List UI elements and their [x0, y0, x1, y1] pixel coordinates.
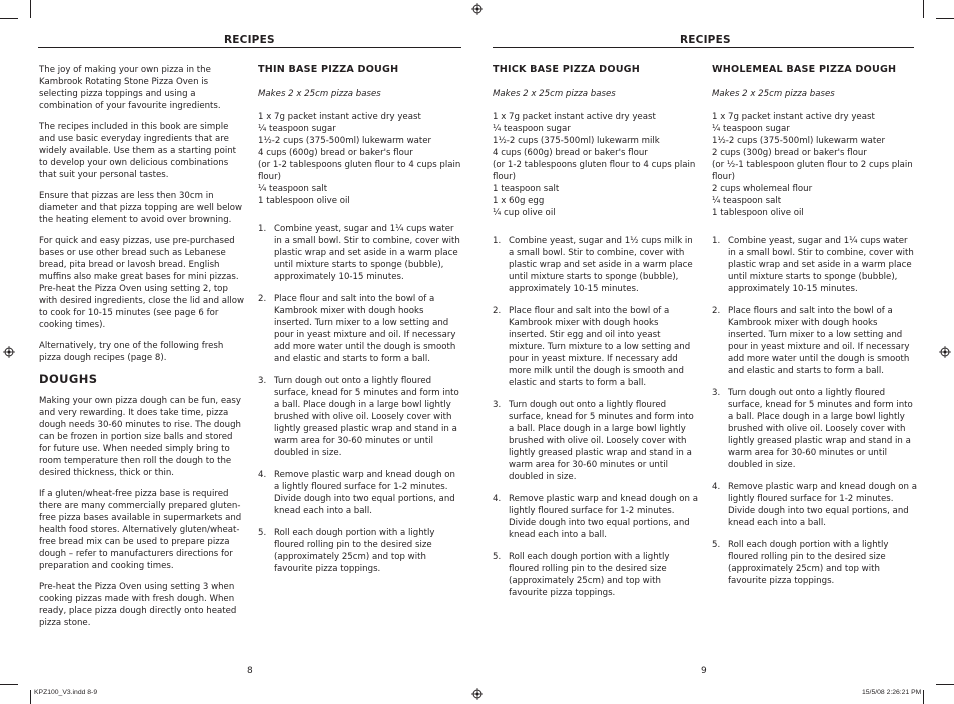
method-step [493, 305, 699, 389]
doughs-paragraph: Pre-heat the Pizza Oven using setting 3 when cooking pizzas made with fresh dough. When ready, place pizza dough directly onto heated pizza stone. [39, 582, 237, 628]
method-step [712, 481, 918, 529]
crop-mark [923, 0, 924, 18]
step-number: 1. [493, 236, 502, 246]
recipe-thick [493, 64, 699, 609]
step-text: Place flour and salt into the bowl of a Kambrook mixer with dough hooks inserted. Turn mixer to a low setting and pour in yeast mixture and oil. If necessary add more water until the dough is smooth and elastic and starts to form a ball. [274, 294, 456, 364]
step-number: 3. [712, 388, 721, 398]
ingredient-item: 4 cups (600g) bread or baker's flour [258, 148, 413, 158]
recipe-title: WHOLEMEAL BASE PIZZA DOUGH [712, 64, 897, 75]
ingredient-item: 1 teaspoon salt [493, 184, 560, 194]
ingredient-item: 4 cups (600g) bread or baker's flour [493, 148, 648, 158]
step-number: 1. [258, 224, 267, 234]
ingredient-item: 1 x 7g packet instant active dry yeast [258, 112, 421, 122]
intro-paragraph: The joy of making your own pizza in the Kambrook Rotating Stone Pizza Oven is selecting pizza toppings and using a combination of your favourite ingredients. [39, 65, 221, 111]
ingredient-item: ¼ teaspoon sugar [493, 124, 571, 134]
intro-paragraph: Ensure that pizzas are less then 30cm in diameter and that pizza topping are well below the heating element to avoid over browning. [39, 191, 243, 225]
ingredient-item: ¼ teaspoon sugar [712, 124, 790, 134]
crop-mark [30, 0, 31, 18]
ingredient-item: 2 cups (300g) bread or baker's flour [712, 148, 867, 158]
recipe-yield: Makes 2 x 25cm pizza bases [258, 89, 381, 99]
method-step [712, 539, 918, 587]
step-text: Remove plastic warp and knead dough on a lightly floured surface for 1-2 minutes. Divide dough into two equal portions, and knead each into a ball. [274, 470, 455, 516]
step-number: 2. [258, 294, 267, 304]
doughs-paragraph: Making your own pizza dough can be fun, easy and very rewarding. It does take time, pizza dough needs 30-60 minutes to rise. The dough can be frozen in portion size balls and stored for future use. When needed simply bring to room temperature then roll the dough to the desired thickness, thick or thin. [39, 396, 241, 478]
method-step [258, 527, 462, 575]
crop-mark [936, 684, 954, 685]
step-text: Turn dough out onto a lightly floured surface, knead for 5 minutes and form into a ball. Place dough in a large bowl lightly brushed with olive oil. Loosely cover with lightly greased plastic wrap and stand in a warm area for 30-60 minutes or until doubled in size. [509, 400, 694, 482]
ingredient-item: 1 x 7g packet instant active dry yeast [712, 112, 875, 122]
ingredient-item: 1 tablespoon olive oil [712, 208, 804, 218]
ingredient-list [712, 111, 918, 219]
method-step [493, 399, 699, 483]
step-number: 4. [493, 494, 502, 504]
step-text: Combine yeast, sugar and 1¼ cups water in a small bowl. Stir to combine, cover with plastic wrap and set aside in a warm place until mixture starts to sponge (bubble), approximately 10-15 minutes. [274, 224, 460, 282]
recipe-yield: Makes 2 x 25cm pizza bases [712, 89, 835, 99]
method-step [493, 551, 699, 599]
registration-mark-icon [939, 346, 951, 358]
ingredient-item: 1½-2 cups (375-500ml) lukewarm milk [493, 136, 660, 146]
ingredient-item: (or 1-2 tablespoons gluten flour to 4 cups plain flour) [493, 160, 696, 182]
recipe-title: THIN BASE PIZZA DOUGH [258, 64, 399, 75]
step-text: Place flour and salt into the bowl of a Kambrook mixer with dough hooks inserted. Stir egg and oil into yeast mixture. Turn mixture to a low setting and pour in yeast mixture. If necessary add more milk until the dough is smooth and elastic and starts to form a ball. [509, 306, 691, 388]
footer-timestamp: 15/5/08 2:26:21 PM [862, 689, 922, 696]
ingredient-list [258, 111, 462, 207]
step-text: Roll each dough portion with a lightly floured rolling pin to the desired size (approximately 25cm) and top with favourite pizza toppings. [274, 528, 435, 574]
step-text: Remove plastic warp and knead dough on a lightly floured surface for 1-2 minutes. Divide dough into two equal portions, and knead each into a ball. [728, 482, 917, 528]
crop-mark [0, 18, 18, 19]
registration-mark-icon [3, 346, 15, 358]
recipe-yield: Makes 2 x 25cm pizza bases [493, 89, 616, 99]
ingredient-item: 1 x 7g packet instant active dry yeast [493, 112, 656, 122]
method-step [712, 387, 918, 471]
doughs-paragraph: If a gluten/wheat-free pizza base is required there are many commercially prepared gluten-free pizza bases available in supermarkets and health food stores. Alternatively gluten/wheat-free bread mix can be used to prepare pizza dough – refer to manufacturers directions for preparation and cooking times. [39, 489, 242, 571]
method-step [712, 235, 918, 295]
step-number: 5. [493, 552, 502, 562]
step-text: Combine yeast, sugar and 1½ cups milk in a small bowl. Stir to combine, cover with plastic wrap and set aside in a warm place until mixture starts to sponge (bubble), approximately 10-15 minutes. [509, 236, 693, 294]
crop-mark [923, 690, 924, 704]
intro-paragraph: For quick and easy pizzas, use pre-purchased bases or use other bread such as Lebanese bread, pita bread or lavosh bread. English muffins also make great bases for mini pizzas. Pre-heat the Pizza Oven using setting 2, top with desired ingredients, close the lid and allow to cook for 10-15 minutes (see page 6 for cooking times). [39, 236, 245, 330]
method-step [493, 235, 699, 295]
ingredient-item: ¼ teaspoon salt [712, 196, 782, 206]
step-text: Roll each dough portion with a lightly floured rolling pin to the desired size (approximately 25cm) and top with favourite pizza toppings. [509, 552, 670, 598]
crop-mark [936, 18, 954, 19]
page-header-left: RECIPES [224, 34, 275, 46]
recipe-thin [258, 64, 462, 585]
ingredient-item: (or 1-2 tablespoons gluten flour to 4 cups plain flour) [258, 160, 461, 182]
ingredient-item: 1 tablespoon olive oil [258, 196, 350, 206]
ingredient-item: (or ½-1 tablespoon gluten flour to 2 cups plain flour) [712, 160, 913, 182]
ingredient-item: 2 cups wholemeal flour [712, 184, 813, 194]
intro-paragraph: Alternatively, try one of the following fresh pizza dough recipes (page 8). [39, 341, 224, 363]
step-text: Remove plastic warp and knead dough on a lightly floured surface for 1-2 minutes. Divide dough into two equal portions, and knead each into a ball. [509, 494, 698, 540]
page-header-right: RECIPES [680, 34, 731, 46]
method-steps [712, 235, 918, 587]
step-text: Combine yeast, sugar and 1¼ cups water in a small bowl. Stir to combine, cover with plastic wrap and set aside in a warm place until mixture starts to sponge (bubble), approximately 10-15 minutes. [728, 236, 914, 294]
method-step [493, 493, 699, 541]
step-text: Place flours and salt into the bowl of a Kambrook mixer with dough hooks inserted. Turn mixer to a low setting and pour in yeast mixture and oil. If necessary add more water until the dough is smooth and elastic and starts to form a ball. [728, 306, 910, 376]
method-step [712, 305, 918, 377]
ingredient-item: 1 x 60g egg [493, 196, 545, 206]
method-step [258, 469, 462, 517]
crop-mark [0, 684, 18, 685]
recipe-title: THICK BASE PIZZA DOUGH [493, 64, 640, 75]
page-number-8: 8 [247, 666, 253, 676]
step-number: 3. [258, 376, 267, 386]
ingredient-item: 1½-2 cups (375-500ml) lukewarm water [712, 136, 886, 146]
registration-mark-icon [471, 3, 483, 15]
step-number: 3. [493, 400, 502, 410]
method-steps [258, 223, 462, 575]
step-number: 2. [712, 306, 721, 316]
ingredient-item: ¼ cup olive oil [493, 208, 556, 218]
step-number: 1. [712, 236, 721, 246]
ingredient-list [493, 111, 699, 219]
intro-paragraph: The recipes included in this book are simple and use basic everyday ingredients that are widely available. Use them as a starting point to develop your own delicious combinations that suit your personal tastes. [39, 122, 237, 180]
step-text: Turn dough out onto a lightly floured surface, knead for 5 minutes and form into a ball. Place dough in a large bowl lightly brushed with olive oil. Loosely cover with lightly greased plastic wrap and stand in a warm area for 30-60 minutes or until doubled in size. [728, 388, 913, 470]
registration-mark-icon [471, 688, 483, 700]
method-step [258, 223, 462, 283]
step-text: Roll each dough portion with a lightly floured rolling pin to the desired size (approximately 25cm) and top with favourite pizza toppings. [728, 540, 889, 586]
step-text: Turn dough out onto a lightly floured surface, knead for 5 minutes and form into a ball. Place dough in a large bowl lightly brushed with olive oil. Loosely cover with lightly greased plastic wrap and stand in a warm area for 30-60 minutes or until doubled in size. [274, 376, 459, 458]
page-number-9: 9 [701, 666, 707, 676]
header-rule-left [38, 47, 461, 48]
ingredient-item: ¼ teaspoon sugar [258, 124, 336, 134]
ingredient-item: 1½-2 cups (375-500ml) lukewarm water [258, 136, 432, 146]
footer-filename: KPZ100_V3.indd 8-9 [34, 689, 98, 696]
step-number: 4. [712, 482, 721, 492]
step-number: 2. [493, 306, 502, 316]
method-steps [493, 235, 699, 599]
doughs-heading: DOUGHS [39, 372, 98, 386]
crop-mark [30, 690, 31, 704]
step-number: 4. [258, 470, 267, 480]
header-rule-right [493, 47, 914, 48]
ingredient-item: ¼ teaspoon salt [258, 184, 328, 194]
step-number: 5. [258, 528, 267, 538]
step-number: 5. [712, 540, 721, 550]
recipe-wholemeal [712, 64, 918, 597]
method-step [258, 375, 462, 459]
method-step [258, 293, 462, 365]
intro-column [39, 64, 245, 638]
